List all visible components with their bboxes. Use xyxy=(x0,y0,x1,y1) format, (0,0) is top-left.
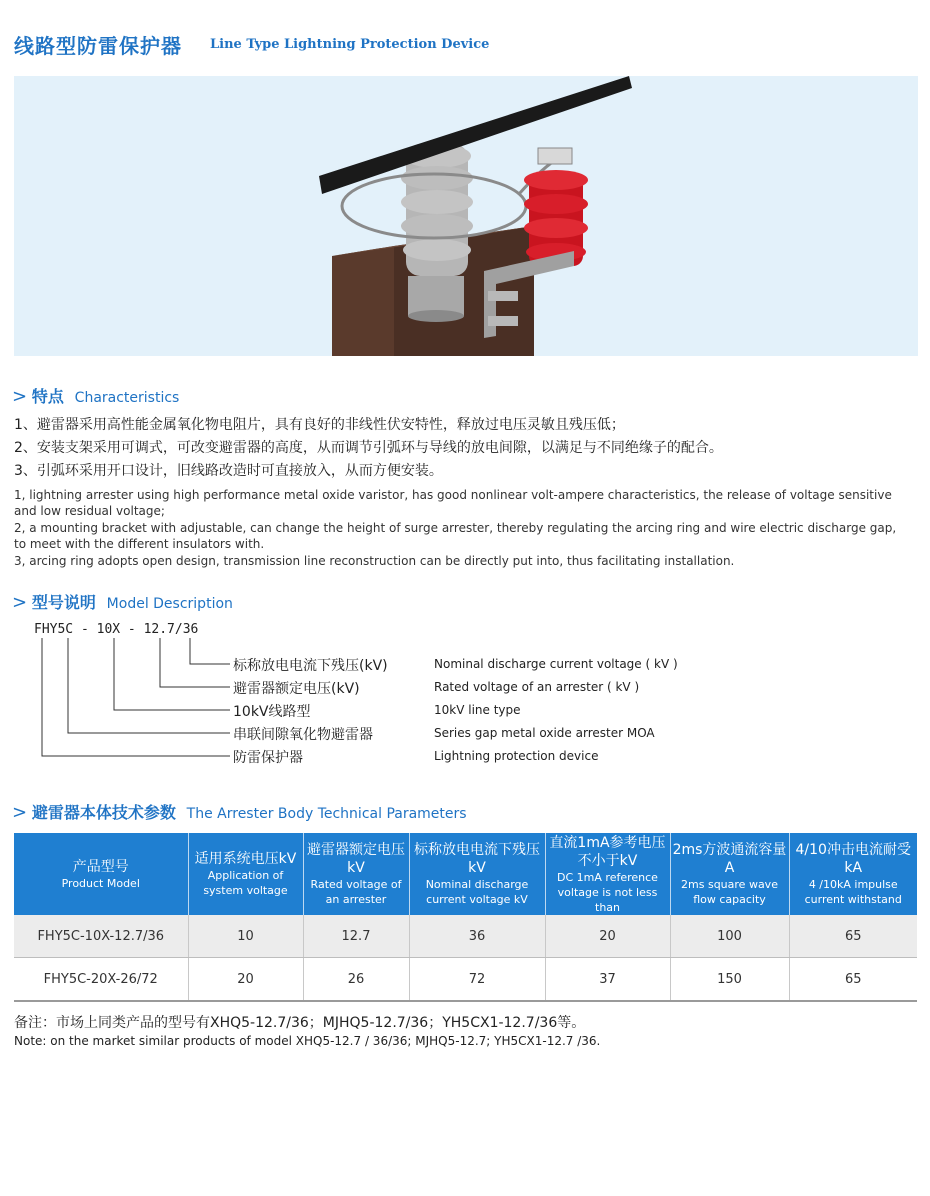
table-cell: 36 xyxy=(409,915,545,958)
chevron-right-icon: > xyxy=(12,802,28,823)
header-product-model: 产品型号 Product Model xyxy=(14,833,188,915)
note-en: Note: on the market similar products of model XHQ5-12.7 / 36/36; MJHQ5-12.7; YH5CX1-12.7 /36. xyxy=(14,1034,601,1048)
characteristics-title-en: Characteristics xyxy=(74,390,180,406)
table-cell: 26 xyxy=(303,958,409,1002)
table-cell: 37 xyxy=(545,958,670,1002)
table-cell: FHY5C-20X-26/72 xyxy=(14,958,188,1002)
table-cell: 12.7 xyxy=(303,915,409,958)
params-heading xyxy=(12,800,467,823)
header-impulse-current: 4/10冲击电流耐受kA 4 /10kA impulse current withstand xyxy=(789,833,917,915)
model-part-cn-4: 串联间隙氧化物避雷器 xyxy=(233,727,373,743)
table-cell: 10 xyxy=(188,915,303,958)
note-cn: 备注：市场上同类产品的型号有XHQ5-12.7/36；MJHQ5-12.7/36；YH5CX1-12.7/36等。 xyxy=(14,1015,586,1031)
page-title-cn: 线路型防雷保护器 xyxy=(14,34,182,58)
characteristic-cn-1: 1、避雷器采用高性能金属氧化物电阻片，具有良好的非线性伏安特性，释放过电压灵敏且残压低； xyxy=(14,417,625,433)
header-rated-voltage: 避雷器额定电压kV Rated voltage of an arrester xyxy=(303,833,409,915)
product-illustration xyxy=(14,76,918,356)
characteristics-heading xyxy=(12,384,179,407)
table-cell: 72 xyxy=(409,958,545,1002)
params-table-header-row xyxy=(14,833,917,915)
table-cell: FHY5C-10X-12.7/36 xyxy=(14,915,188,958)
characteristic-en-1: 1, lightning arrester using high performance metal oxide varistor, has good nonlinear volt-ampere characteristics, the release of voltage sensitive and low residual voltage; xyxy=(14,488,892,518)
model-part-en-4: Series gap metal oxide arrester MOA xyxy=(434,726,655,740)
model-title-cn: 型号说明 xyxy=(31,593,96,612)
model-part-en-3: 10kV line type xyxy=(434,703,521,717)
table-cell: 65 xyxy=(789,958,917,1002)
characteristic-en-2: 2, a mounting bracket with adjustable, can change the height of surge arrester, thereby regulating the arcing ring and wire electric discharge gap, to meet with the different insulators with. xyxy=(14,521,897,551)
model-part-cn-5: 防雷保护器 xyxy=(233,750,303,766)
chevron-right-icon: > xyxy=(12,592,28,613)
model-part-en-2: Rated voltage of an arrester ( kV ) xyxy=(434,680,640,694)
table-cell: 20 xyxy=(188,958,303,1002)
table-cell: 100 xyxy=(670,915,789,958)
model-heading xyxy=(12,590,233,613)
table-row xyxy=(14,958,917,1002)
model-part-cn-1: 标称放电电流下残压(kV) xyxy=(233,658,388,674)
model-part-cn-2: 避雷器额定电压(kV) xyxy=(233,681,360,697)
table-row xyxy=(14,915,917,958)
characteristic-cn-2: 2、安装支架采用可调式，可改变避雷器的高度，从而调节引弧环与导线的放电间隙，以满足与不同绝缘子的配合。 xyxy=(14,440,723,456)
params-title-en: The Arrester Body Technical Parameters xyxy=(186,806,467,822)
lightning-arrester-illustration xyxy=(14,76,918,356)
characteristic-en-3: 3, arcing ring adopts open design, transmission line reconstruction can be directly put into, thus facilitating installation. xyxy=(14,554,735,568)
table-cell: 150 xyxy=(670,958,789,1002)
table-cell: 65 xyxy=(789,915,917,958)
header-residual-voltage: 标称放电电流下残压kV Nominal discharge current voltage kV xyxy=(409,833,545,915)
table-cell: 20 xyxy=(545,915,670,958)
characteristics-title-cn: 特点 xyxy=(31,387,64,406)
model-part-en-5: Lightning protection device xyxy=(434,749,599,763)
header-dc-reference-voltage: 直流1mA参考电压不小于kV DC 1mA reference voltage is not less than xyxy=(545,833,670,915)
params-title-cn: 避雷器本体技术参数 xyxy=(31,803,176,822)
params-table xyxy=(14,833,917,1002)
header-system-voltage: 适用系统电压kV Application of system voltage xyxy=(188,833,303,915)
model-part-en-1: Nominal discharge current voltage ( kV ) xyxy=(434,657,678,671)
model-part-cn-3: 10kV线路型 xyxy=(233,704,311,720)
model-code: FHY5C - 10X - 12.7/36 xyxy=(34,622,199,637)
header-square-wave-capacity: 2ms方波通流容量A 2ms square wave flow capacity xyxy=(670,833,789,915)
model-leader-lines xyxy=(30,638,240,763)
page-title-en: Line Type Lightning Protection Device xyxy=(210,37,490,52)
characteristic-cn-3: 3、引弧环采用开口设计，旧线路改造时可直接放入，从而方便安装。 xyxy=(14,463,443,479)
model-title-en: Model Description xyxy=(106,596,233,612)
chevron-right-icon: > xyxy=(12,386,28,407)
